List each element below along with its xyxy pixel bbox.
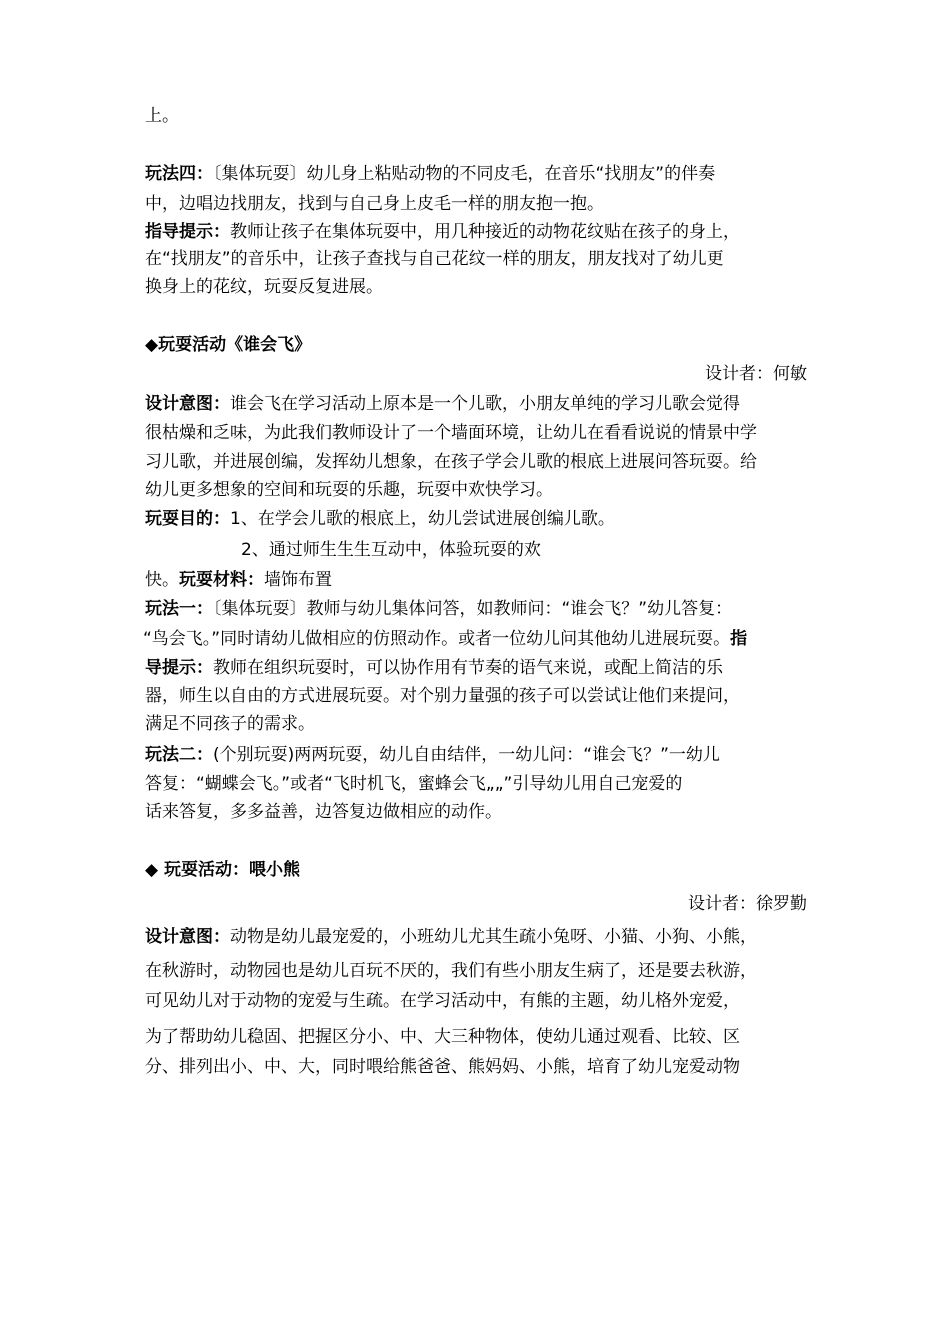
paragraph-line [145, 924, 813, 950]
designer-credit [145, 361, 807, 387]
heading-label: 设计意图： [145, 927, 230, 947]
paragraph-line [145, 161, 813, 187]
text: 在“找朋友”的音乐中，让孩子查找与自己花纹一样的朋友，朋友找对了幼儿更 [145, 249, 724, 269]
paragraph-line [145, 711, 813, 737]
text: 习儿歌，并进展创编，发挥幼儿想象，在孩子学会儿歌的根底上进展问答玩耍。给 [145, 452, 757, 472]
section-heading [145, 332, 813, 358]
text: 上。 [145, 106, 179, 126]
paragraph-line [145, 799, 813, 825]
paragraph-line [145, 191, 813, 217]
paragraph-line [145, 246, 813, 272]
text: 可见幼儿对于动物的宠爱与生疏。在学习活动中，有熊的主题，幼儿格外宠爱， [145, 991, 740, 1011]
text: 动物是幼儿最宠爱的，小班幼儿尤其生疏小兔呀、小猫、小狗、小熊， [230, 927, 757, 947]
paragraph-line [145, 420, 813, 446]
paragraph-line [145, 655, 813, 681]
paragraph-line [145, 596, 813, 622]
paragraph-line [145, 477, 813, 503]
text: “鸟会飞。”同时请幼儿做相应的仿照动作。或者一位幼儿问其他幼儿进展玩耍。 [143, 629, 731, 649]
paragraph-line [145, 1024, 813, 1050]
text: 〔集体玩耍〕教师与幼儿集体问答，如教师问：“谁会飞？”幼儿答复： [213, 599, 733, 619]
text: 分、排列出小、中、大，同时喂给熊爸爸、熊妈妈、小熊，培育了幼儿宠爱动物 [145, 1057, 740, 1077]
paragraph-line [145, 274, 813, 300]
paragraph-line [145, 958, 813, 984]
text: 设计者：何敏 [705, 364, 807, 384]
text: 2、通过师生生生互动中，体验玩耍的欢 [241, 540, 541, 560]
heading-label: 玩法二： [145, 745, 213, 765]
heading-label: 玩耍材料： [179, 570, 264, 590]
paragraph-line [145, 391, 813, 417]
paragraph-line [145, 1054, 813, 1080]
heading-label: 设计意图： [145, 394, 230, 414]
section-heading [145, 857, 813, 883]
paragraph-line [145, 683, 813, 709]
text: (个别玩耍)两两玩耍，幼儿自由结伴，一幼儿问：“谁会飞？”一幼儿 [213, 745, 720, 765]
text: 话来答复，多多益善，边答复边做相应的动作。 [145, 802, 502, 822]
text: 教师在组织玩耍时，可以协作用有节奏的语气来说，或配上简洁的乐 [213, 658, 723, 678]
text: 器，师生以自由的方式进展玩耍。对个别力量强的孩子可以尝试让他们来提问， [145, 686, 740, 706]
text: 1、在学会儿歌的根底上，幼儿尝试进展创编儿歌。 [230, 509, 615, 529]
paragraph-line [241, 537, 813, 563]
text: 快。 [145, 570, 179, 590]
heading-label: 导提示： [145, 658, 213, 678]
text: 答复：“蝴蝶会飞。”或者“飞时机飞，蜜蜂会飞„„”引导幼儿用自己宠爱的 [145, 774, 683, 794]
paragraph-line [145, 567, 813, 593]
text: 墙饰布置 [264, 570, 332, 590]
paragraph-line [145, 506, 813, 532]
paragraph-line [145, 988, 813, 1014]
text: 〔集体玩耍〕幼儿身上粘贴动物的不同皮毛，在音乐“找朋友”的伴奏 [213, 164, 716, 184]
text: 在秋游时，动物园也是幼儿百玩不厌的，我们有些小朋友生病了，还是要去秋游， [145, 961, 757, 981]
paragraph-line [145, 449, 813, 475]
text: 为了帮助幼儿稳固、把握区分小、中、大三种物体，使幼儿通过观看、比较、区 [145, 1027, 740, 1047]
text: 教师让孩子在集体玩耍中，用几种接近的动物花纹贴在孩子的身上， [230, 222, 740, 242]
text: ◆玩耍活动《谁会飞》 [145, 335, 312, 355]
paragraph-line [143, 626, 811, 652]
heading-label: 指导提示： [145, 222, 230, 242]
text: 中，边唱边找朋友，找到与自己身上皮毛一样的朋友抱一抱。 [145, 194, 604, 214]
heading-label: 玩法一： [145, 599, 213, 619]
text: 谁会飞在学习活动上原本是一个儿歌，小朋友单纯的学习儿歌会觉得 [230, 394, 740, 414]
text: ◆ 玩耍活动：喂小熊 [145, 860, 300, 880]
text: 幼儿更多想象的空间和玩耍的乐趣，玩耍中欢快学习。 [145, 480, 553, 500]
text: 换身上的花纹，玩耍反复进展。 [145, 277, 383, 297]
text: 设计者：徐罗勤 [688, 894, 807, 914]
paragraph-line [145, 742, 813, 768]
designer-credit [145, 891, 807, 917]
paragraph-line [145, 219, 813, 245]
paragraph-line [145, 771, 813, 797]
text: 很枯燥和乏味，为此我们教师设计了一个墙面环境，让幼儿在看看说说的情景中学 [145, 423, 757, 443]
text: 满足不同孩子的需求。 [145, 714, 315, 734]
heading-label: 指 [730, 629, 748, 649]
heading-label: 玩法四： [145, 164, 213, 184]
heading-label: 玩耍目的： [145, 509, 230, 529]
paragraph-line [145, 103, 813, 129]
